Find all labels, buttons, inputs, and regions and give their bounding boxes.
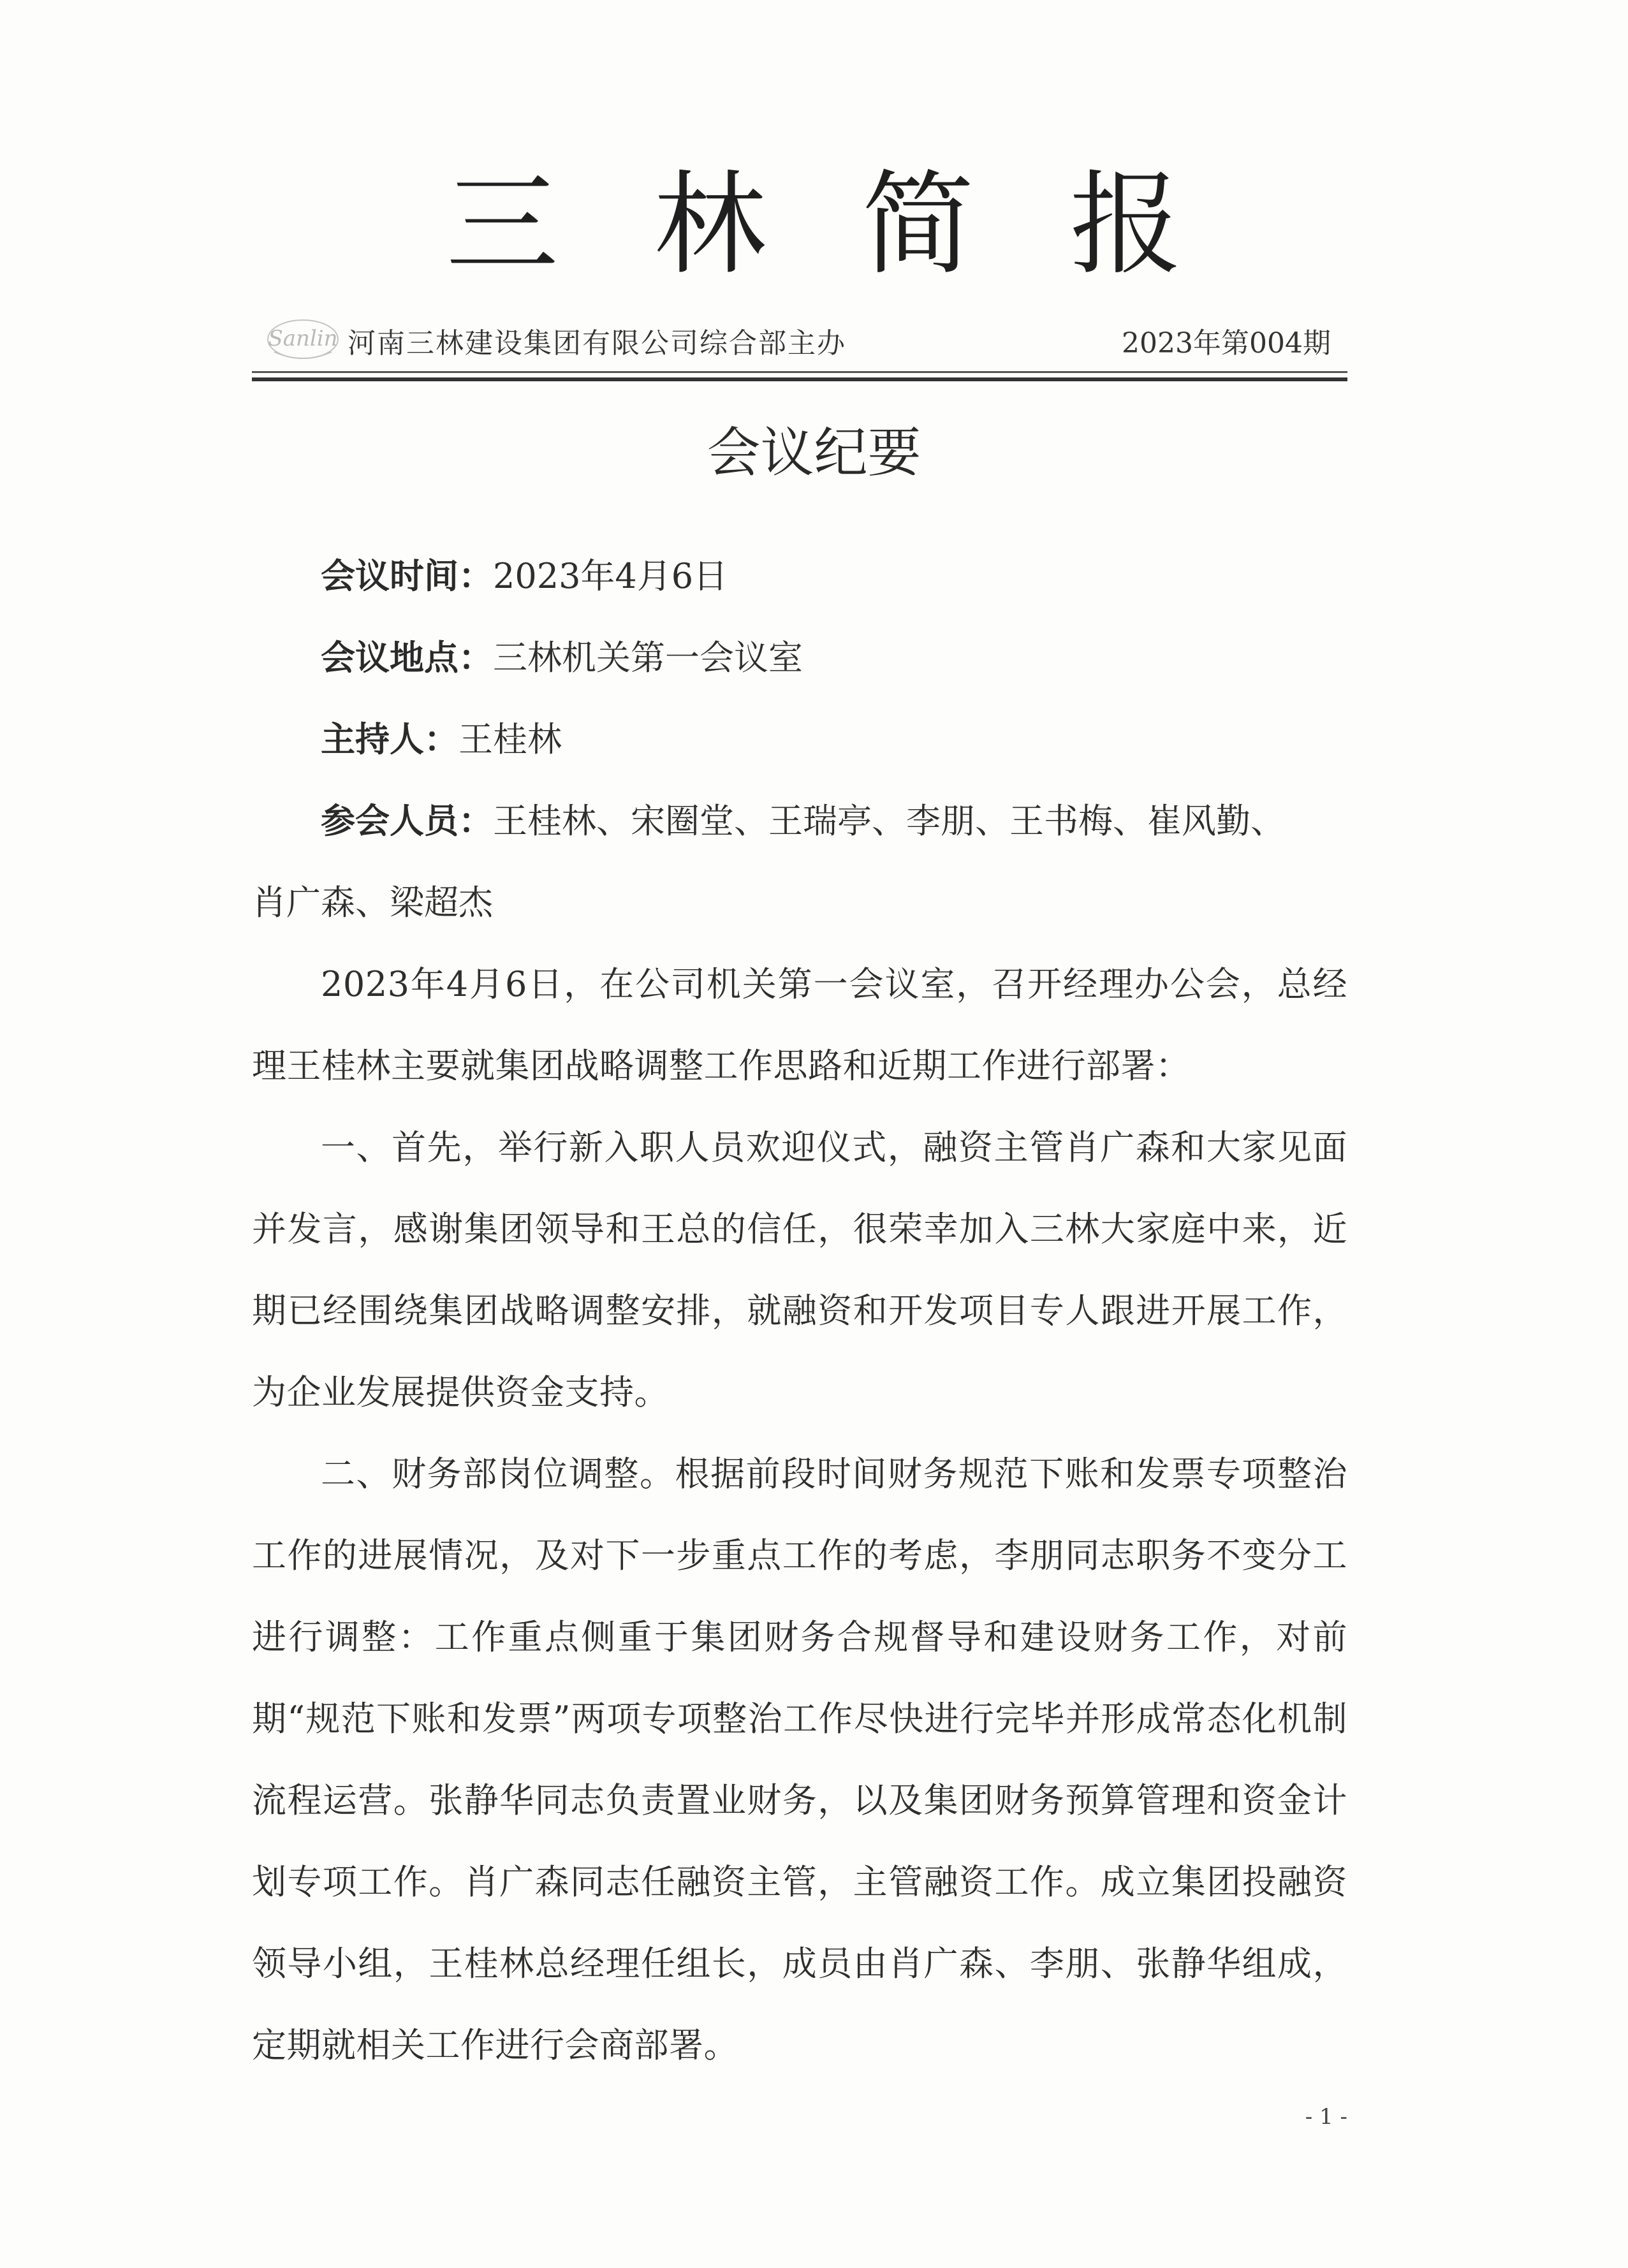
meta-meeting-place	[252, 617, 1347, 699]
header-rule-thin	[252, 371, 1347, 373]
meta-host	[252, 699, 1347, 780]
paragraph-item-2: 二、财务部岗位调整。根据前段时间财务规范下账和发票专项整治工作的进展情况，及对下一步重点工作的考虑，李朋同志职务不变分工进行调整：工作重点侧重于集团财务合规督导和建设财务工作，对前期“规范下账和发票”两项专项整治工作尽快进行完毕并形成常态化机制流程运营。张静华同志负责置业财务，以及集团财务预算管理和资金计划专项工作。肖广森同志任融资主管，主管融资工作。成立集团投融资领导小组，王桂林总经理任组长，成员由肖广森、李朋、张静华组成，定期就相关工作进行会商部署。	[252, 1454, 1347, 2065]
page-number: - 1 -	[1305, 2104, 1347, 2130]
logo-text: Sanlin	[268, 326, 338, 351]
document-body	[252, 536, 1347, 2086]
document-title: 会议纪要	[707, 421, 921, 484]
meta-value: 王桂林	[458, 719, 562, 759]
meta-attendees	[252, 780, 1347, 862]
meta-label: 会议地点：	[321, 638, 493, 678]
meta-value: 三林机关第一会议室	[493, 638, 803, 678]
organizer-line: 河南三林建设集团有限公司综合部主办	[348, 327, 846, 360]
meta-label: 主持人：	[321, 719, 458, 759]
meta-label: 会议时间：	[321, 556, 493, 596]
header-rule-thick	[252, 377, 1347, 381]
meta-value: 2023年4月6日	[493, 556, 728, 596]
paragraph-intro: 2023年4月6日，在公司机关第一会议室，召开经理办公会，总经理王桂林主要就集团战略调整工作思路和近期工作进行部署：	[252, 964, 1347, 1086]
meta-value: 王桂林、宋圈堂、王瑞亭、李朋、王书梅、崔风勤、	[493, 801, 1285, 841]
meta-label: 参会人员：	[321, 801, 493, 841]
paragraph-item-1: 一、首先，举行新入职人员欢迎仪式，融资主管肖广森和大家见面并发言，感谢集团领导和王总的信任，很荣幸加入三林大家庭中来，近期已经围绕集团战略调整安排，就融资和开发项目专人跟进开展工作，为企业发展提供资金支持。	[252, 1127, 1347, 1412]
company-logo	[258, 314, 348, 371]
masthead-title: 三林简报	[446, 159, 1278, 290]
meta-attendees-continued: 肖广森、梁超杰	[252, 882, 493, 923]
meta-meeting-time	[252, 536, 1347, 617]
issue-number: 2023年第004期	[1122, 327, 1331, 360]
